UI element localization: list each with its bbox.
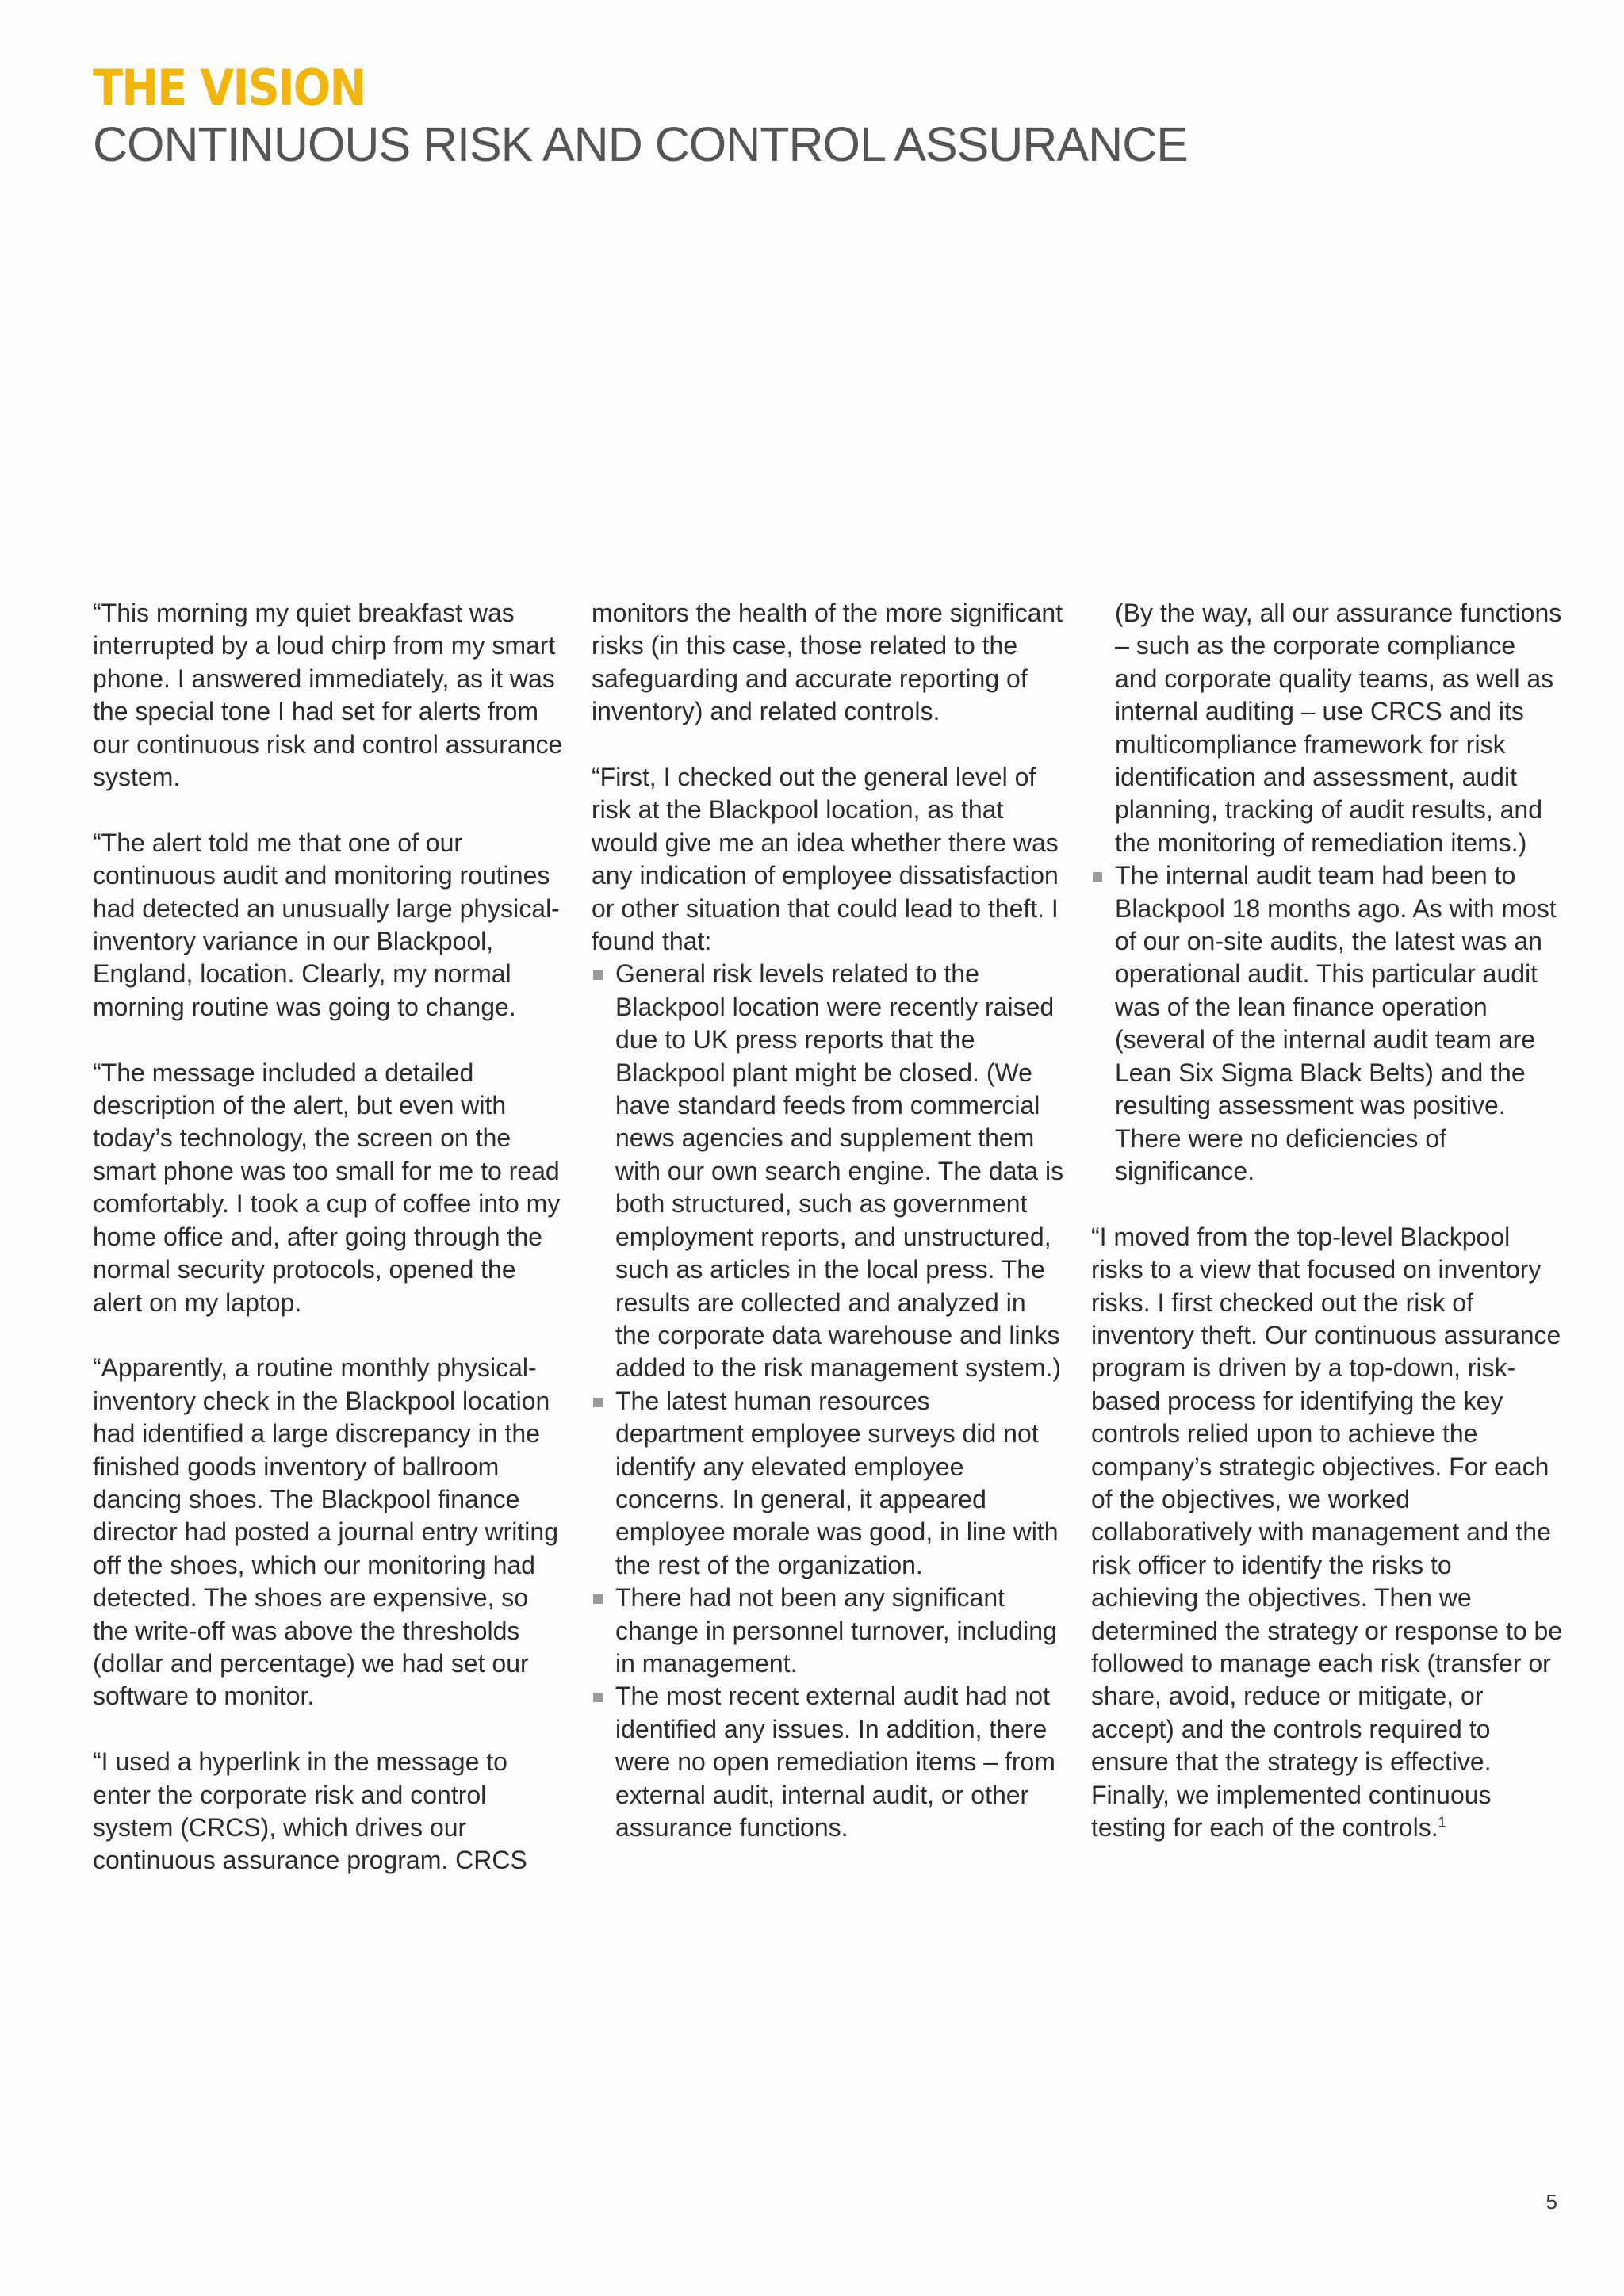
- bullet-list: [1091, 859, 1564, 1188]
- text-column-3: [1091, 597, 1564, 1844]
- paragraph: “The message included a detailed description of the alert, but even with today’s technology, the screen on the smart phone was too small for me to read comfortably. I took a cup of coffee into my home office and, after going through the normal security protocols, opened the alert on my laptop.: [93, 1058, 561, 1317]
- list-item: [592, 958, 1064, 1384]
- paragraph: “The alert told me that one of our continuous audit and monitoring routines had detected an unusually large physical-inventory variance in our Blackpool, England, location. Clearly, my normal morning routine was going to change.: [93, 828, 560, 1021]
- paragraph-text: “I moved from the top-level Blackpool risks to a view that focused on inventory risks. I first checked out the risk of inventory theft. Our continuous assurance program is driven by a top-down, risk-based process for identifying the key controls relied upon to achieve the company’s strategic objectives. For each of the objectives, we worked collaboratively with management and the risk officer to identify the risks to achieving the objectives. Then we determined the strategy or response to be followed to manage each risk (transfer or share, avoid, reduce or mitigate, or accept) and the controls required to ensure that the strategy is effective. Finally, we implemented continuous testing for each of the controls.: [1091, 1222, 1563, 1843]
- paragraph: monitors the health of the more significant risks (in this case, those related to the safeguarding and accurate reporting of inventory) and related controls.: [592, 599, 1063, 726]
- list-item: [592, 1385, 1064, 1582]
- paragraph: “I used a hyperlink in the message to enter the corporate risk and control system (CRCS), which drives our continuous assurance program. CRCS: [93, 1747, 527, 1875]
- square-bullet-icon: [593, 1398, 603, 1407]
- list-item: [1091, 859, 1564, 1188]
- bullet-list: [592, 958, 1064, 1844]
- list-item: [592, 1582, 1064, 1680]
- paragraph: [1091, 1221, 1564, 1845]
- list-item-text: General risk levels related to the Blackpool location were recently raised due to UK press reports that the Blackpool plant might be closed. (We have standard feeds from commercial news agencies and supplement them with our own search engine. The data is both structured, such as government employment reports, and unstructured, such as articles in the local press. The results are collected and analyzed in the corporate data warehouse and links added to the risk management system.): [615, 959, 1064, 1383]
- list-item-text: The internal audit team had been to Blackpool 18 months ago. As with most of our on-site audits, the latest was an operational audit. This particular audit was of the lean finance operation (several of the internal audit team are Lean Six Sigma Black Belts) and the resulting assessment was positive. There were no deficiencies of significance.: [1115, 861, 1557, 1185]
- list-item-text: There had not been any significant change in personnel turnover, including in management.: [615, 1583, 1057, 1678]
- list-item: [592, 1680, 1064, 1844]
- paragraph: (By the way, all our assurance functions – such as the corporate compliance and corporate quality teams, as well as internal auditing – use CRCS and its multicompliance framework for risk identification and assessment, audit planning, tracking of audit results, and the monitoring of remediation items.): [1115, 599, 1562, 857]
- list-item-text: The most recent external audit had not identified any issues. In addition, there were no open remediation items – from external audit, internal audit, or other assurance functions.: [615, 1682, 1055, 1843]
- square-bullet-icon: [593, 1594, 603, 1604]
- section-kicker: THE VISION: [93, 59, 366, 117]
- paragraph: “This morning my quiet breakfast was interrupted by a loud chirp from my smart phone. I answered immediately, as it was the special tone I had set for alerts from our continuous risk and control assurance system.: [93, 599, 563, 792]
- page-number: 5: [1545, 2190, 1557, 2214]
- text-column-2: [592, 597, 1064, 1844]
- page-title: CONTINUOUS RISK AND CONTROL ASSURANCE: [93, 117, 1188, 171]
- square-bullet-icon: [593, 1693, 603, 1702]
- paragraph: “Apparently, a routine monthly physical-inventory check in the Blackpool location had identified a large discrepancy in the finished goods inventory of ballroom dancing shoes. The Blackpool finance director had posted a journal entry writing off the shoes, which our monitoring had detected. The shoes are expensive, so the write-off was above the thresholds (dollar and percentage) we had set our software to monitor.: [93, 1353, 558, 1711]
- text-column-1: [93, 597, 565, 1877]
- square-bullet-icon: [1093, 872, 1102, 882]
- square-bullet-icon: [593, 970, 603, 980]
- list-item-text: The latest human resources department employee surveys did not identify any elevated employee concerns. In general, it appeared employee morale was good, in line with the rest of the organization.: [615, 1386, 1059, 1579]
- page-header: [93, 59, 1536, 174]
- footnote-ref[interactable]: 1: [1438, 1814, 1446, 1831]
- paragraph: “First, I checked out the general level of risk at the Blackpool location, as that would give me an idea whether there was any indication of employee dissatisfaction or other situation that could lead to theft. I found that:: [592, 763, 1059, 956]
